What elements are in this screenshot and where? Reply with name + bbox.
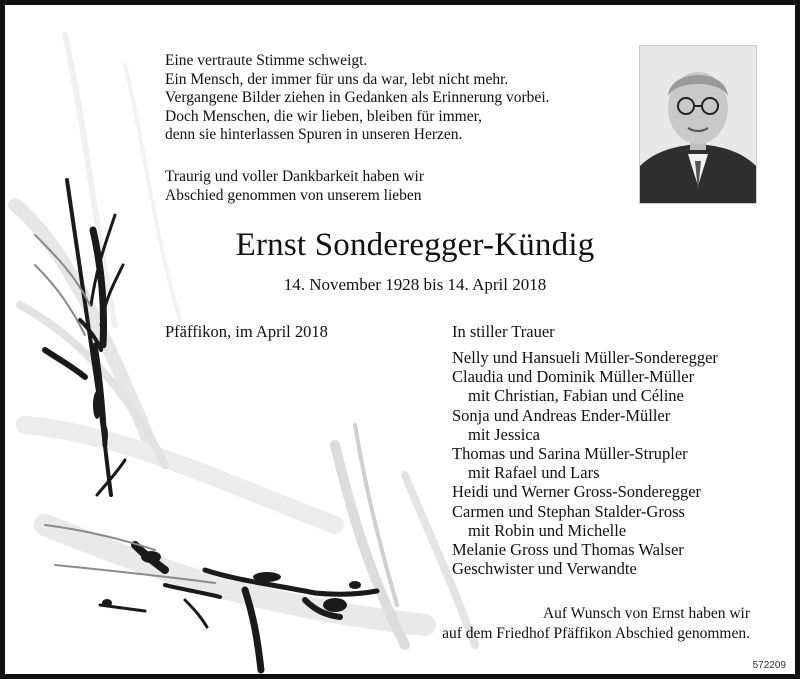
place-date: Pfäffikon, im April 2018 (165, 322, 328, 341)
intro-line: Abschied genommen von unserem lieben (165, 186, 422, 204)
poem-line: Ein Mensch, der immer für uns da war, lebt nicht mehr. (165, 70, 509, 88)
mourner-entry: mit Robin und Michelle (468, 520, 627, 540)
mourner-entry: Claudia und Dominik Müller-Müller (452, 367, 695, 387)
intro-text (165, 168, 635, 205)
intro-line: Traurig und voller Dankbarkeit haben wir (165, 168, 424, 185)
mourner-entry: Geschwister und Verwandte (452, 559, 637, 579)
mourner-entry: Nelly und Hansueli Müller-Sonderegger (452, 348, 718, 367)
mourner-entry: Sonja und Andreas Ender-Müller (452, 405, 671, 425)
mourner-entry: Heidi und Werner Gross-Sonderegger (452, 482, 702, 502)
ad-number: 572209 (752, 660, 786, 671)
mourner-entry: mit Rafael und Lars (468, 463, 600, 483)
mourner-entry: Thomas und Sarina Müller-Strupler (452, 444, 688, 464)
mourners-list (452, 348, 718, 578)
mourner-entry: Melanie Gross und Thomas Walser (452, 540, 684, 560)
poem (165, 52, 635, 145)
closing-note (442, 604, 750, 644)
poem-line: Eine vertraute Stimme schweigt. (165, 52, 368, 69)
portrait-photo (639, 45, 757, 204)
mourner-entry: mit Christian, Fabian und Céline (468, 386, 684, 406)
poem-line: Vergangene Bilder ziehen in Gedanken als Erinnerung vorbei. (165, 89, 550, 106)
mourner-entry: Carmen und Stephan Stalder-Gross (452, 501, 685, 521)
mourning-title: In stiller Trauer (452, 322, 555, 341)
closing-line: Auf Wunsch von Ernst haben wir (542, 605, 750, 622)
poem-line: Doch Menschen, die wir lieben, bleiben für immer, (165, 107, 483, 125)
closing-line: auf dem Friedhof Pfäffikon Abschied genommen. (442, 625, 750, 642)
mourner-entry: mit Jessica (468, 424, 540, 444)
deceased-name: Ernst Sonderegger-Kündig (235, 227, 595, 263)
poem-line: denn sie hinterlassen Spuren in unseren Herzen. (165, 126, 463, 143)
life-dates: 14. November 1928 bis 14. April 2018 (283, 275, 547, 294)
